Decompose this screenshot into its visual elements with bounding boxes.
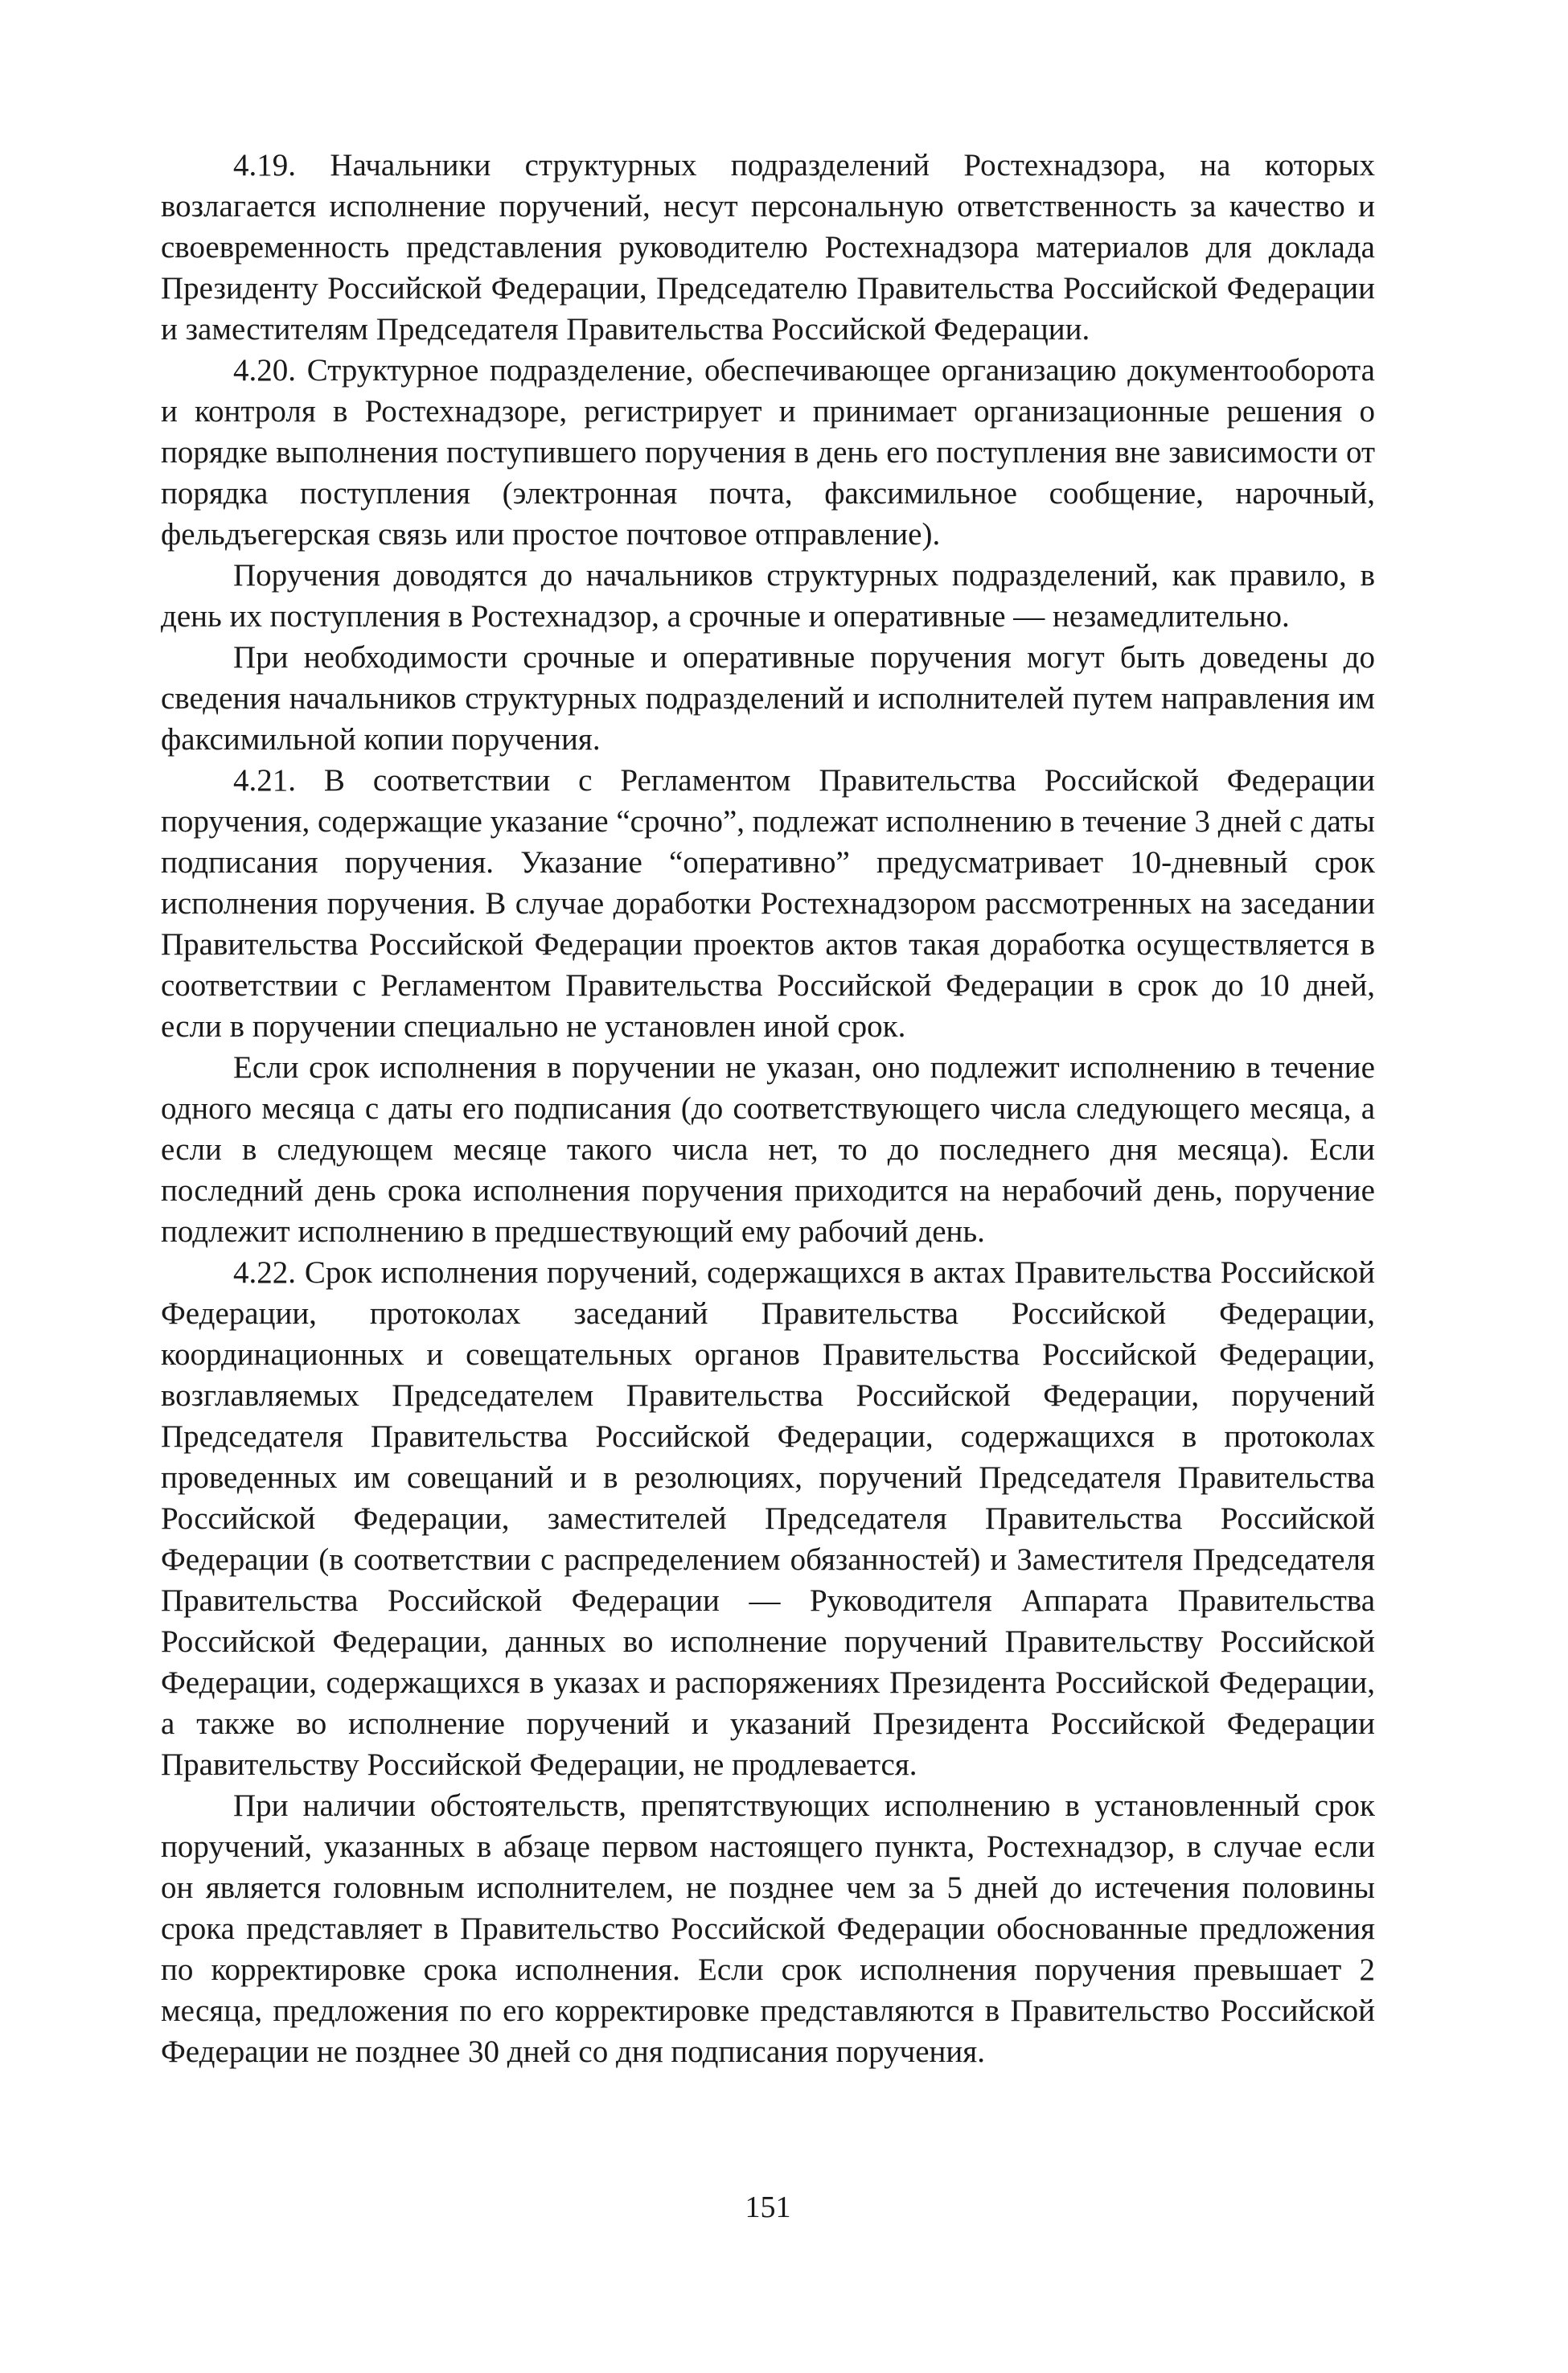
paragraph-4-22: 4.22. Срок исполнения поручений, содержащихся в актах Правительства Российской Федерации, протоколах заседаний Правительства Российской Федерации, координационных и совещательных органов Правительства Российской Федерации, возглавляемых Председателем Правительства Российской Федерации, поручений Председателя Правительства Российской Федерации, содержащихся в протоколах проведенных им совещаний и в резолюциях, поручений Председателя Правительства Российской Федерации, заместителей Председателя Правительства Российской Федерации (в соответствии с распределением обязанностей) и Заместителя Председателя Правительства Российской Федерации — Руководителя Аппарата Правительства Российской Федерации, данных во исполнение поручений Правительству Российской Федерации, содержащихся в указах и распоряжениях Президента Российской Федерации, а также во исполнение поручений и указаний Президента Российской Федерации Правительству Российской Федерации, не продлевается.: [161, 1255, 1375, 1782]
paragraph-4-21: 4.21. В соответствии с Регламентом Правительства Российской Федерации поручения, содержащие указание “срочно”, подлежат исполнению в течение 3 дней с даты подписания поручения. Указание “оперативно” предусматривает 10-дневный срок исполнения поручения. В случае доработки Ростехнадзором рассмотренных на заседании Правительства Российской Федерации проектов актов такая доработка осуществляется в соответствии с Регламентом Правительства Российской Федерации в срок до 10 дней, если в поручении специально не установлен иной срок.: [161, 763, 1375, 1044]
paragraph-deadline-unspecified: Если срок исполнения в поручении не указан, оно подлежит исполнению в течение одного месяца с даты его подписания (до соответствующего числа следующего месяца, а если в следующем месяце такого числа нет, то до последнего дня месяца). Если последний день срока исполнения поручения приходится на нерабочий день, поручение подлежит исполнению в предшествующий ему рабочий день.: [161, 1050, 1375, 1249]
paragraph-fax-copy: При необходимости срочные и оперативные поручения могут быть доведены до сведения начальников структурных подразделений и исполнителей путем направления им факсимильной копии поручения.: [161, 640, 1375, 757]
page-number: 151: [745, 2190, 791, 2224]
paragraph-4-19: 4.19. Начальники структурных подразделений Ростехнадзора, на которых возлагается исполнение поручений, несут персональную ответственность за качество и своевременность представления руководителю Ростехнадзора материалов для доклада Президенту Российской Федерации, Председателю Правительства Российской Федерации и заместителям Председателя Правительства Российской Федерации.: [161, 148, 1375, 347]
paragraph-delivery: Поручения доводятся до начальников структурных подразделений, как правило, в день их поступления в Ростехнадзор, а срочные и оперативные — незамедлительно.: [161, 558, 1375, 634]
paragraph-circumstances: При наличии обстоятельств, препятствующих исполнению в установленный срок поручений, указанных в абзаце первом настоящего пункта, Ростехнадзор, в случае если он является головным исполнителем, не позднее чем за 5 дней до истечения половины срока представляет в Правительство Российской Федерации обоснованные предложения по корректировке срока исполнения. Если срок исполнения поручения превышает 2 месяца, предложения по его корректировке представляются в Правительство Российской Федерации не позднее 30 дней со дня подписания поручения.: [161, 1788, 1375, 2069]
document-page: [161, 145, 1375, 2316]
paragraph-4-20: 4.20. Структурное подразделение, обеспечивающее организацию документооборота и контроля в Ростехнадзоре, регистрирует и принимает организационные решения о порядке выполнения поступившего поручения в день его поступления вне зависимости от порядка поступления (электронная почта, факсимильное сообщение, нарочный, фельдъегерская связь или простое почтовое отправление).: [161, 353, 1375, 552]
